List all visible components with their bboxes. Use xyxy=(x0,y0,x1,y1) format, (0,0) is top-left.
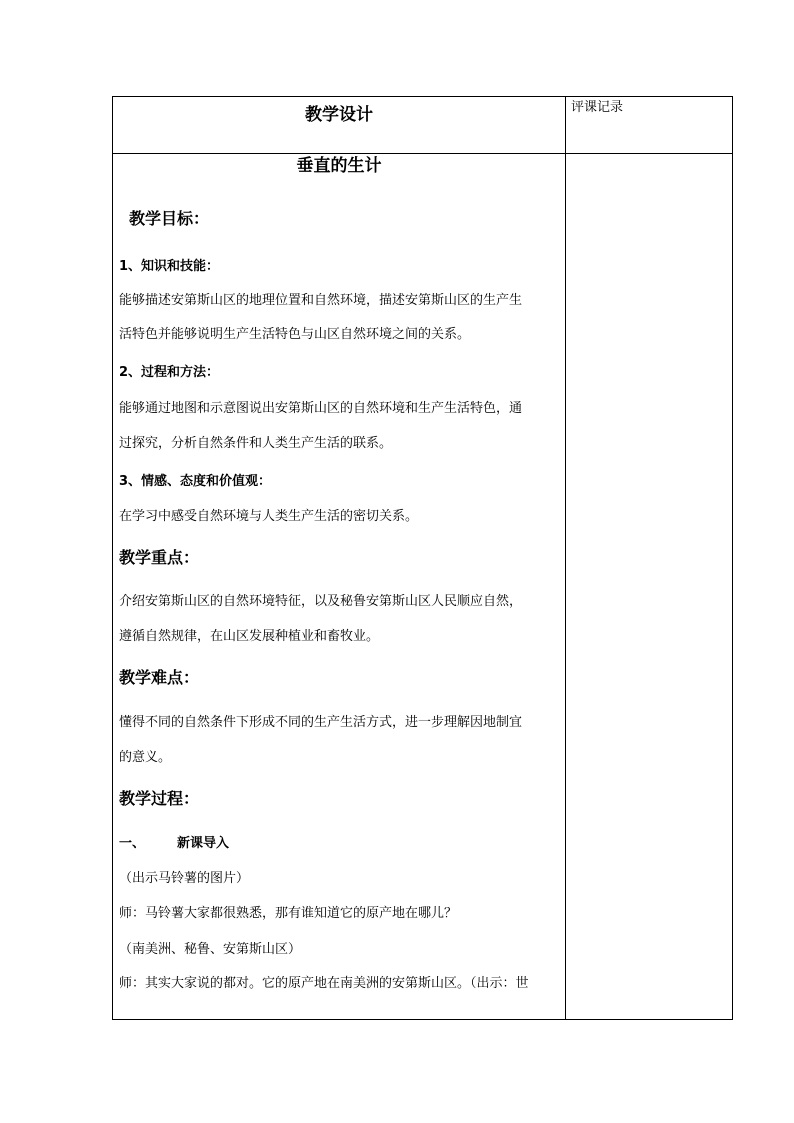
goal2-line: 能够通过地图和示意图说出安第斯山区的自然环境和生产生活特色，通 xyxy=(119,401,523,416)
column-divider xyxy=(565,97,566,1019)
process-heading: 教学过程： xyxy=(119,789,200,808)
goal2-line: 过探究，分析自然条件和人类生产生活的联系。 xyxy=(119,436,393,451)
key-points-line: 遵循自然规律，在山区发展种植业和畜牧业。 xyxy=(119,629,380,644)
goal3-heading: 3、情感、态度和价值观： xyxy=(119,474,272,489)
difficulty-line: 懂得不同的自然条件下形成不同的生产生活方式，进一步理解因地制宜 xyxy=(119,715,523,730)
process-line: （出示马铃薯的图片） xyxy=(119,871,250,886)
review-notes-header: 评课记录 xyxy=(571,100,624,115)
difficulty-heading: 教学难点： xyxy=(119,668,200,687)
step1-title: 新课导入 xyxy=(177,836,230,851)
lesson-title: 垂直的生计 xyxy=(296,156,382,176)
goal1-line: 能够描述安第斯山区的地理位置和自然环境，描述安第斯山区的生产生 xyxy=(119,293,523,308)
process-line: 师：其实大家说的都对。它的原产地在南美洲的安第斯山区。（出示：世 xyxy=(119,976,529,991)
table-header-title: 教学设计 xyxy=(305,105,373,125)
process-line: 师：马铃薯大家都很熟悉，那有谁知道它的原产地在哪儿？ xyxy=(119,906,458,921)
objectives-heading: 教学目标： xyxy=(129,209,210,228)
key-points-heading: 教学重点： xyxy=(119,548,200,567)
step1-number: 一、 xyxy=(119,836,146,851)
process-line: （南美洲、秘鲁、安第斯山区） xyxy=(119,942,302,957)
goal3-line: 在学习中感受自然环境与人类生产生活的密切关系。 xyxy=(119,509,419,524)
goal1-heading: 1、知识和技能： xyxy=(119,259,220,274)
lesson-plan-table xyxy=(112,96,733,1020)
key-points-line: 介绍安第斯山区的自然环境特征，以及秘鲁安第斯山区人民顺应自然， xyxy=(119,594,523,609)
difficulty-line: 的意义。 xyxy=(119,750,172,765)
goal1-line: 活特色并能够说明生产生活特色与山区自然环境之间的关系。 xyxy=(119,327,471,342)
goal2-heading: 2、过程和方法： xyxy=(119,365,220,380)
